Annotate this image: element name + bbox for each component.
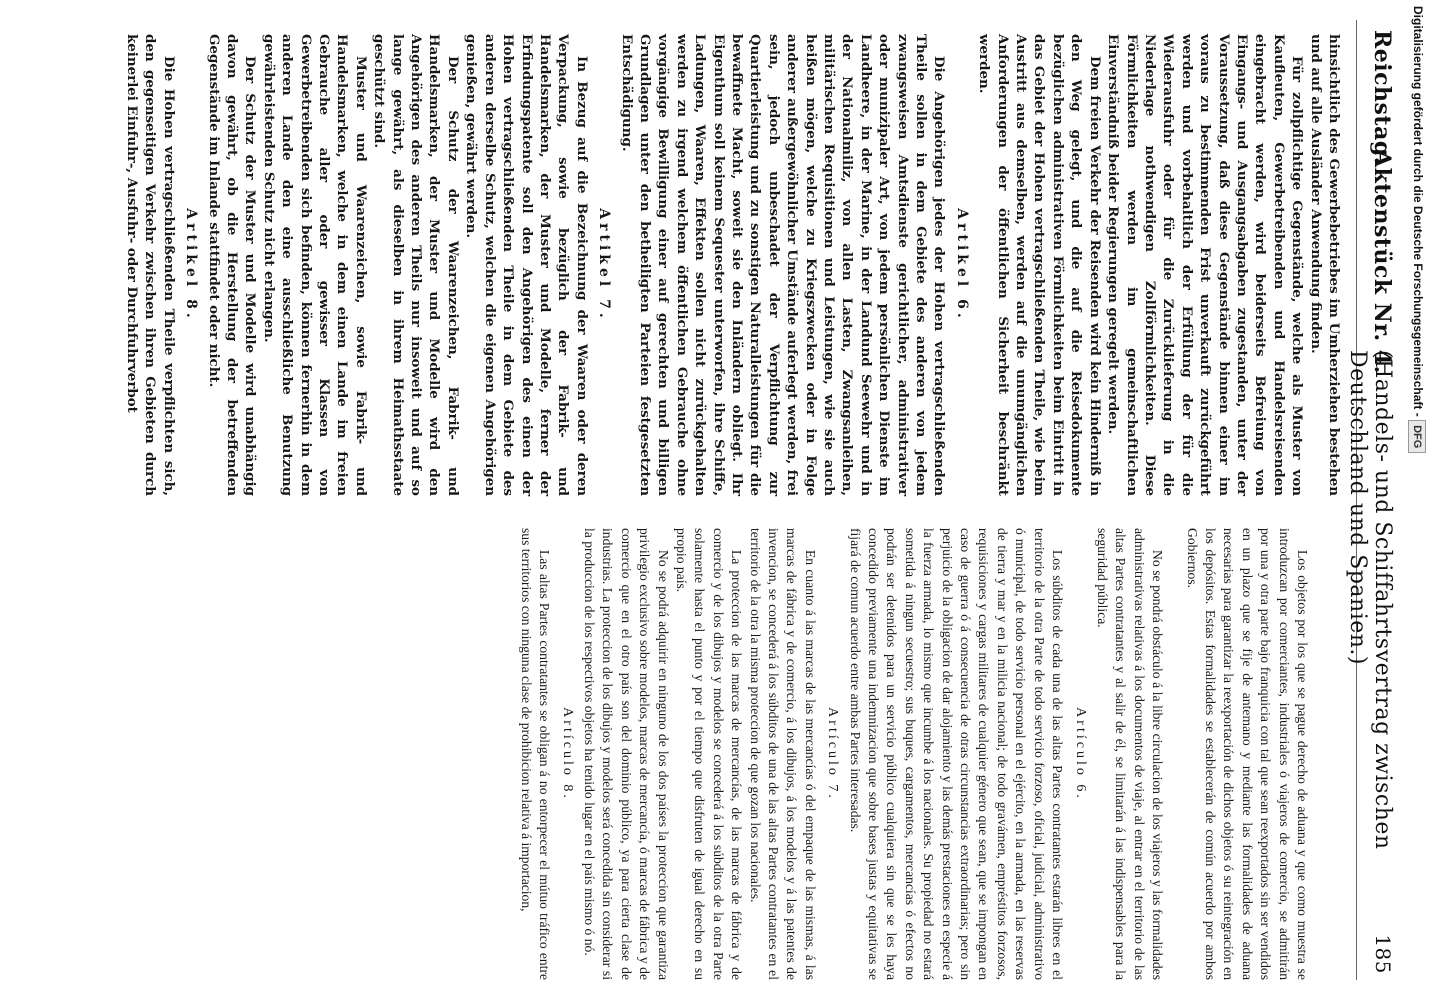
spanish-paragraph: No se pondrá obstáculo á la libre circulacion de los viajeros y las formalidades administrativas relativas á los documentos de viaje, al entrar en el territorio de las altas Partes contratantes y al salir de él, se limitarán á las indispensables para la seguridad pública. [1094, 528, 1166, 980]
dfg-logo: DFG [1408, 420, 1426, 453]
page-number: 185 [1371, 934, 1395, 974]
german-paragraph: Der Schutz der Waarenzeichen, Fabrik- und Handelsmarken, der Muster und Modelle wird den Angehörigen des anderen Theils nur insoweit und auf so lange gewährt, als dieselben in ihrem Heimathsstaate geschützt sind. [371, 34, 461, 496]
german-article-7-heading: Artikel 7. [596, 208, 613, 322]
german-paragraph: Der Schutz der Muster und Modelle wird unabhängig davon gewährt, ob die Herstellung der betreffenden Gegenstände im Inlande stattfindet oder nicht. [205, 34, 259, 496]
german-article-6-heading: Artikel 6. [953, 208, 970, 322]
spanish-article-7-heading: Artículo 7. [825, 707, 841, 801]
digitization-credit [1408, 6, 1428, 786]
spanish-paragraph: Los súbditos de cada una de las altas Partes contratantes estarán libres en el territorio de la otra Parte de todo servicio forzoso, oficial, judicial, administrativo ó municipal, de todo servicio personal en el ejército, en la armada, en las reservas de tierra y mar y en la milicia nacional; de todo gravámen, empréstitos forzosos, requisiciones y cargas militares de cualquier género que sean, que se impongan en caso de guerra ó á consecuencia de otras circunstancias extraordinarias; pero sin perjuicio de la obligacion de dar alojamiento y las demás prestaciones en especie á la fuerza armada, lo mismo que incumbe á los nacionales. Su propiedad no estará sometida á ningun secuestro; sus buques, cargamentos, mercancías ó efectos no podrán ser detenidos para un servicio público cualquiera sin que se les haya concedido previamente una indemnizacion que sobre bases justas y equitativas se fijará de comun acuerdo entre ambas Partes interesadas. [847, 528, 1066, 980]
german-paragraph: hinsichtlich des Gewerbebetriebes im Umherziehen bestehen und auf alle Ausländer Anwendung finden. [1307, 34, 1342, 496]
spanish-paragraph: En cuanto á las marcas de las mercancías ó del empaque de las mismas, á las marcas de fábrica y de comercio, á los dibujos, á los modelos y á las patentes de invencion, se concederá á los súbditos de una de las altas Partes contratantes en el territorio de la otra la misma proteccion de que gozan los nacionales. [747, 528, 818, 980]
german-article-8-heading: Artikel 8. [183, 208, 200, 322]
spanish-paragraph: Las altas Partes contratantes se obligan á no entorpecer el mútuo tráfico entre sus territorios con ninguna clase de prohibicion relativa á importacion, [518, 528, 553, 980]
spanish-paragraph: No se podrá adquirir en ninguno de los dos países la proteccion que garantiza privilegio exclusivo sobre modelos, marcas de mercancía, ó marcas de fábrica y de comercio que en el otro país son del dominio público, ya para cierta clase de industrias. La proteccion de los dibujos y modelos será concedida sin considerar si la produccion de los respectivos objetos ha tenido lugar en el país mismo ó nó. [581, 528, 671, 980]
german-paragraph: Muster und Waarenzeichen, sowie Fabrik- und Handelsmarken, welche in dem einen Lande im freien Gebrauche aller oder gewisser Klassen von Gewerbetreibenden sich befinden, können fernerhin in dem anderen Lande den eine ausschließliche Benutzung gewährleistenden Schutz nicht erlangen. [260, 34, 369, 496]
credit-text: Digitalisierung gefördert durch die Deutsche Forschungsgemeinschaft - [1411, 6, 1425, 417]
spanish-article-8-heading: Artículo 8. [559, 707, 575, 801]
german-column [123, 34, 1343, 496]
german-paragraph: In Bezug auf die Bezeichnung der Waaren oder deren Verpackung, sowie bezüglich der Fabrik- und Handelsmarken, der Muster und Modelle, ferner der Erfindungspatente soll den Angehörigen des einen der Hohen vertragschließenden Theile in dem Gebiete des anderen derselbe Schutz, welchen die eigenen Angehörigen genießen, gewährt werden. [463, 34, 590, 496]
column-gap [1166, 528, 1182, 980]
german-paragraph: Die Hohen vertragschließenden Theile verpflichten sich, den gegenseitigen Verkehr zwischen ihren Gebieten durch keinerlei Einfuhr-, Ausfuhr- oder Durchfuhrverbot [124, 34, 177, 496]
column-gap [1311, 528, 1327, 980]
german-paragraph: Für zollpflichtige Gegenstände, welche als Muster von Kaufleuten, Gewerbetreibenden und Handelsreisenden eingebracht werden, wird beiderseits Befreiung von Eingangs- und Ausgangsabgaben zugestanden, unter der Voraussetzung, daß diese Gegenstände binnen einer im voraus zu bestimmenden Frist unverkauft zurückgeführt werden und vorbehaltlich der Erfüllung der für die Wiederausfuhr oder für die Zurücklieferung in die Niederlage nothwendigen Zollförmlichkeiten. Diese Förmlichkeiten werden im gemeinschaftlichen Einverständniß beider Regierungen geregelt werden. [1105, 34, 1306, 496]
running-header [1345, 20, 1405, 980]
spanish-paragraph: Los objetos por los que se pague derecho de aduana y que como muestra se introduzcan por comerciantes, industriales ó viajeros de comercio, se admitirán por una y otra parte bajo franquicia con tal que sean reexportados sin ser vendidos en un plazo que se fije de antemano y mediante las formalidades de aduana necesarias para garantizar la reexportación de dichos objetos ó su reintegración en los depósitos. Estas formalidades se establecerán de común acuerdo por ambos Gobiernos. [1184, 528, 1310, 980]
credit-text-line [1408, 6, 1428, 786]
german-paragraph: Die Angehörigen jedes der Hohen vertragschließenden Theile sollen in dem Gebiete des anderen von jedem zwangsweisen Amtsdienste gerichtlicher, administrativer oder munizipaler Art, von jedem persönlichen Dienste im Landheere, in der Marine, in der Landund Seewehr und in der Nationalmiliz, von allen Lasten, Zwangsanleihen, militärischen Requisitionen und Leistungen, wie sie auch heißen mögen, welche zu Kriegszwecken oder in Folge anderer außergewöhnlicher Umstände auferlegt werden, frei sein, jedoch unbeschadet der Verpflichtung zur Quartierleistung und zu sonstigen Naturalleistungen für die bewaffnete Macht, soweit sie den Inländern obliegt. Ihr Eigenthum soll keinem Sequester unterworfen, ihre Schiffe, Ladungen, Waaren, Effekten sollen nicht zurückgehalten werden zu irgend welchem öffentlichen Gebrauche ohne vorgängige Bewilligung einer auf gerechten und billigen Grundlagen unter den betheiligten Parteien festgesetzten Entschädigung. [618, 34, 948, 496]
spanish-paragraph: La proteccion de las marcas de mercancías, de las marcas de fábrica y de comercio y de los dibujos y modelos se concederá á los súbditos de la otra Parte solamente hasta el punto y por el tiempo que disfruten de igual derecho en su propio país. [674, 528, 745, 980]
spanish-article-6-heading: Artículo 6. [1072, 707, 1088, 801]
header-reichstag: Reichstag. [1369, 30, 1395, 165]
header-title: (Handels- und Schiffahrtsvertrag zwischen Deutschland und Spanien.) [1345, 350, 1395, 850]
german-paragraph: Dem freien Verkehr der Reisenden wird kein Hinderniß in den Weg gelegt, und die auf die Reisedokumente bezüglichen administrativen Förmlichkeiten beim Eintritt in das Gebiet der Hohen vertragschließenden Theile, wie beim Austritt aus demselben, werden auf die unumgänglichen Anforderungen der öffentlichen Sicherheit beschränkt werden. [976, 34, 1103, 496]
header-aktenstueck: Aktenstück Nr. 4. [1369, 150, 1395, 374]
column-gap [1327, 528, 1343, 980]
spanish-column [516, 528, 1343, 980]
